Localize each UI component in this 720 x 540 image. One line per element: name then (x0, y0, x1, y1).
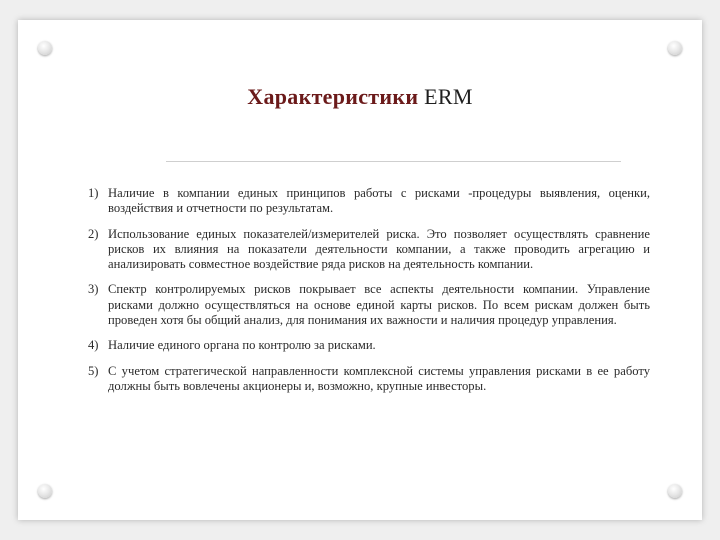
list-item-number: 3) (88, 282, 99, 297)
slide-title-strong: Характеристики (247, 84, 419, 109)
slide-title (18, 84, 702, 110)
list-item (88, 227, 650, 273)
pin-bottom-left-icon (38, 484, 52, 498)
list-item-text: С учетом стратегической направленности комплексной системы управления рисками в ее работу должны быть вовлечены акционеры и, возможно, крупные инвесторы. (108, 363, 650, 393)
list-item-text: Использование единых показателей/измерителей риска. Это позволяет осуществлять сравнение рисков их влияния на показатели деятельности компании, а также проводить агрегацию и анализировать совместное воздействие ряда рисков на деятельность компании. (108, 226, 650, 272)
list-item (88, 364, 650, 395)
slide (18, 20, 702, 520)
list-item-text: Спектр контролируемых рисков покрывает все аспекты деятельности компании. Управление рисками должно осуществляться на основе единой карты рисков. По всем рискам должен быть проведен хотя бы общий анализ, для понимания их важности и наличия процедур управления. (108, 282, 650, 328)
pin-top-left-icon (38, 41, 52, 55)
slide-content (88, 186, 650, 404)
list-item-text: Наличие в компании единых принципов работы с рисками -процедуры выявления, оценки, воздействия и отчетности по результатам. (108, 186, 650, 216)
pin-bottom-right-icon (668, 484, 682, 498)
list-item-text: Наличие единого органа по контролю за рисками. (108, 338, 376, 353)
list-item-number: 1) (88, 186, 99, 200)
list-item (88, 282, 650, 328)
list-item (88, 338, 650, 353)
pin-top-right-icon (668, 41, 682, 55)
list-item (88, 186, 650, 217)
list-item-number: 2) (88, 226, 99, 241)
title-divider (166, 161, 621, 162)
list-item-number: 4) (88, 338, 99, 353)
slide-title-rest: ERM (418, 84, 473, 109)
list-item-number: 5) (88, 363, 99, 378)
